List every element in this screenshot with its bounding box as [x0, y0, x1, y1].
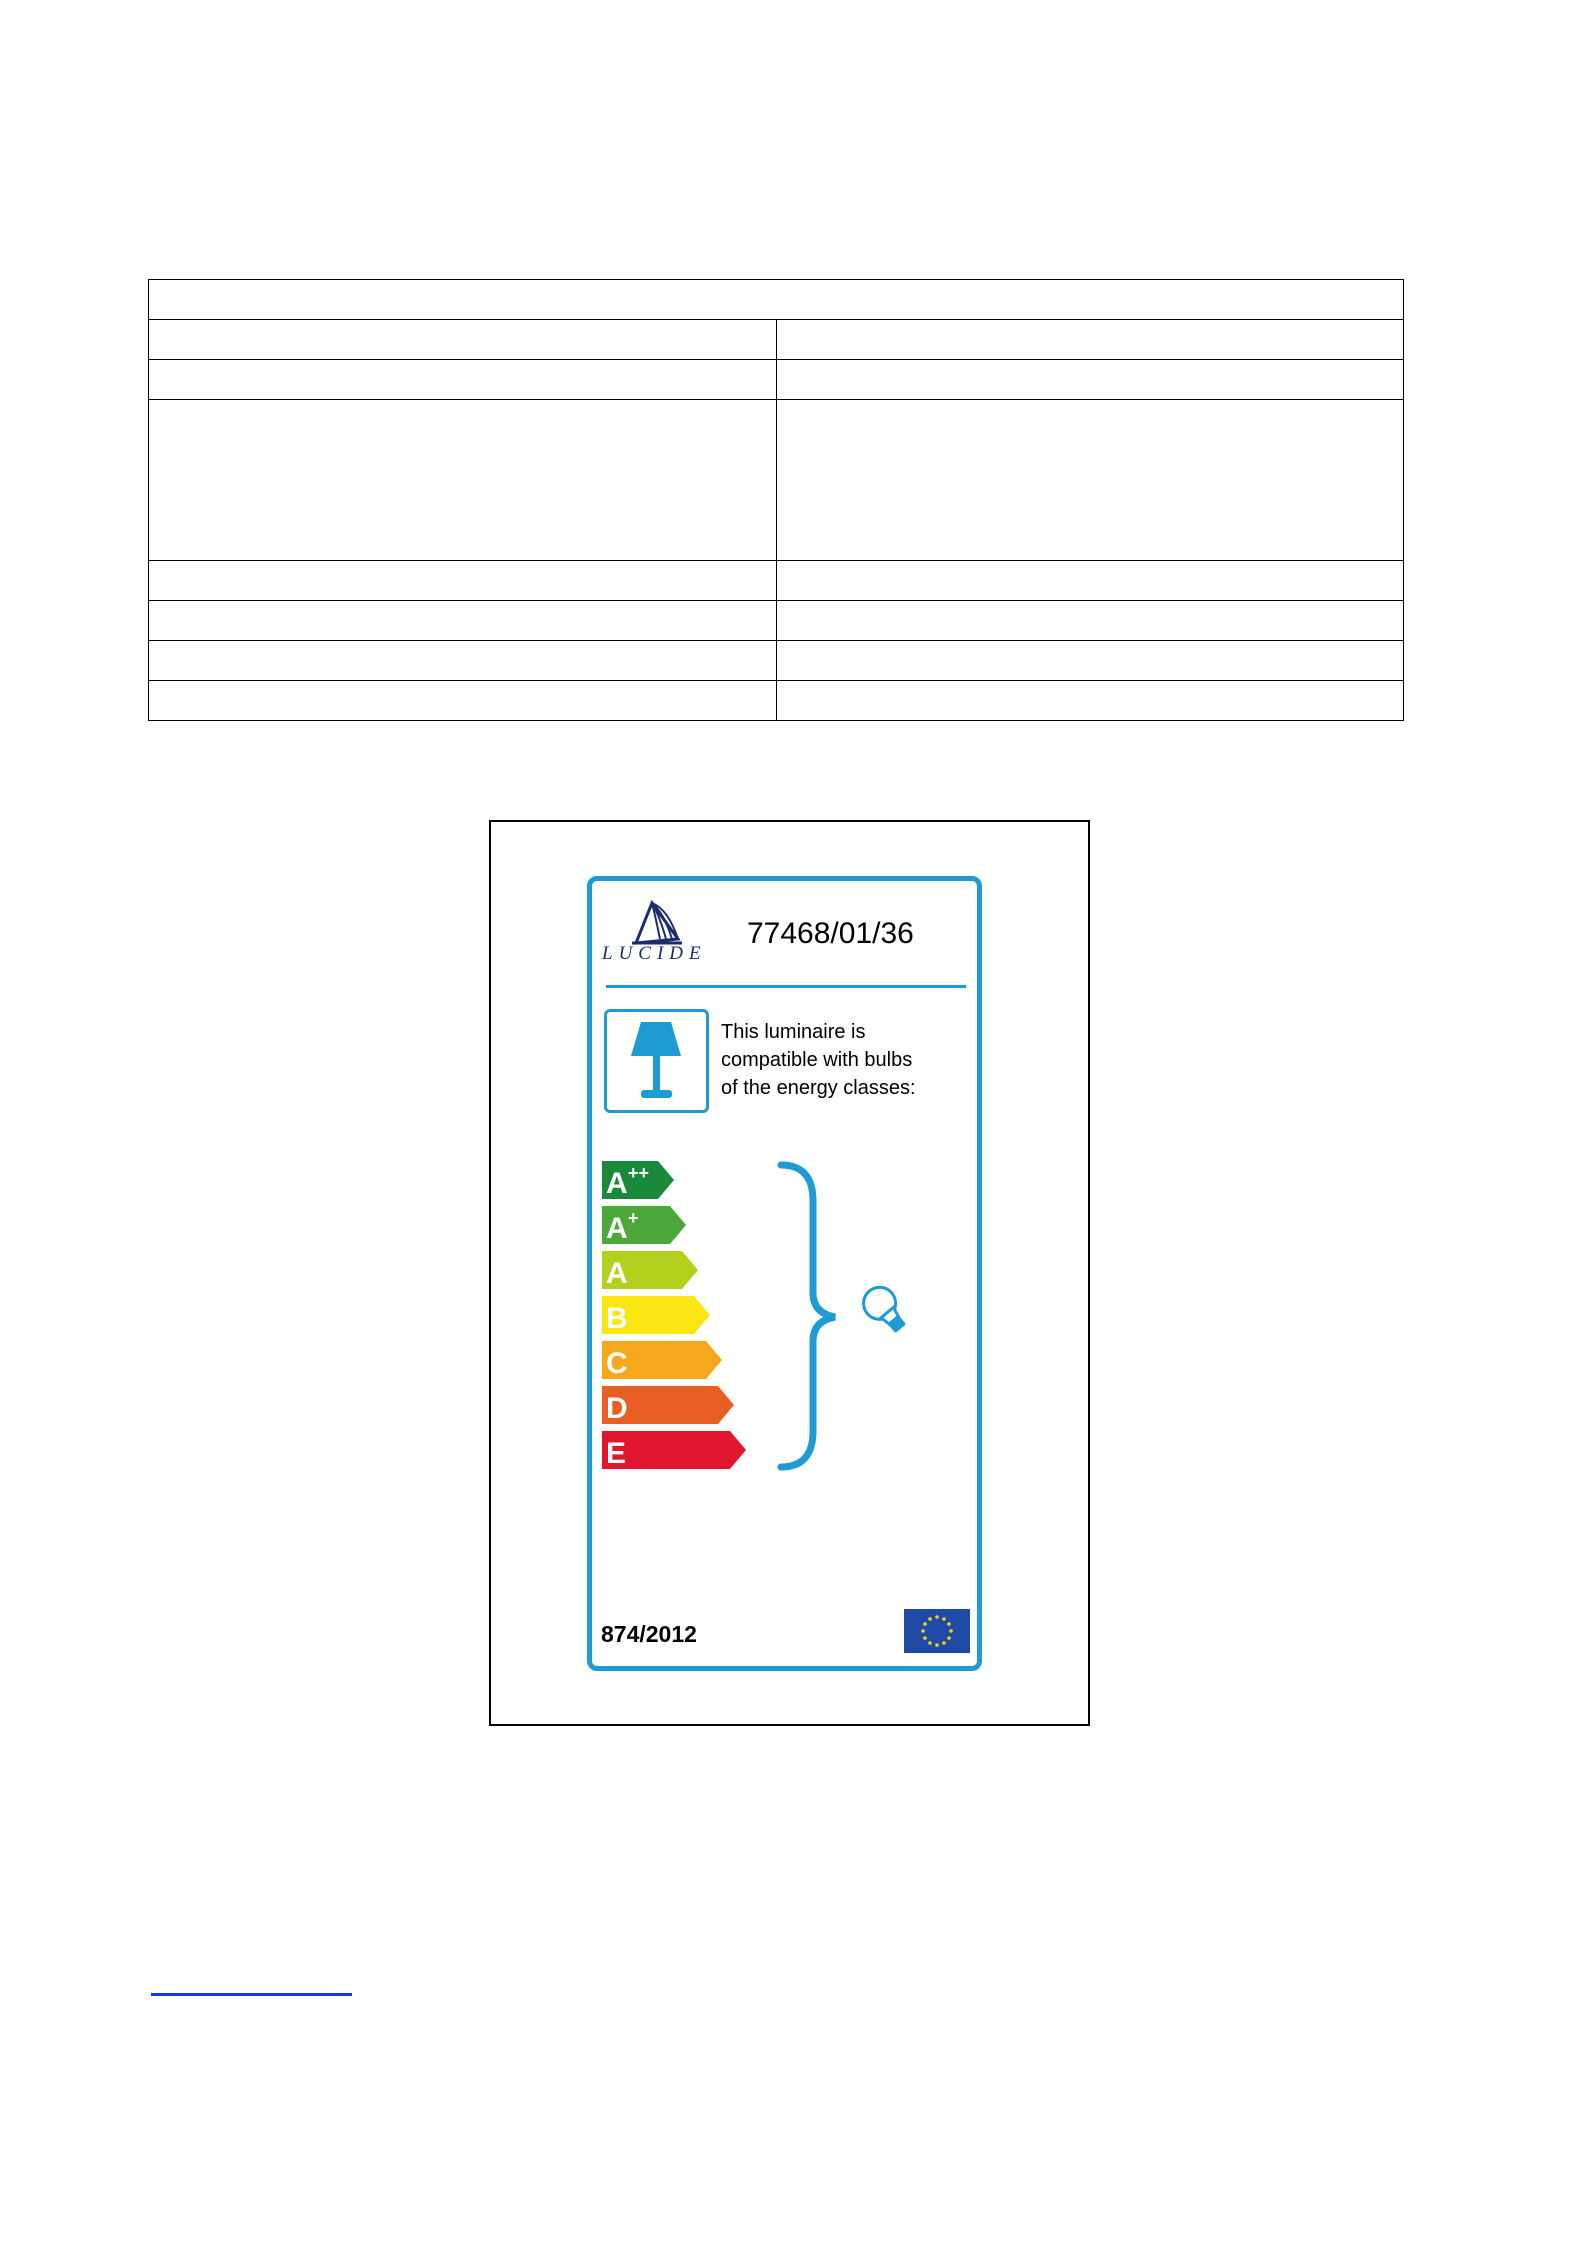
table-cell	[776, 561, 1404, 601]
energy-class-letter: A	[606, 1212, 628, 1245]
table-row	[149, 360, 1404, 400]
model-number: 77468/01/36	[747, 917, 914, 950]
energy-class-letter: A	[606, 1257, 628, 1290]
energy-class-letter: C	[606, 1347, 628, 1380]
table-cell	[776, 601, 1404, 641]
compatibility-text	[721, 1018, 971, 1102]
energy-class-letter: D	[606, 1392, 628, 1425]
energy-class-letter: B	[606, 1302, 628, 1335]
table-cell	[776, 641, 1404, 681]
energy-class-letter: E	[606, 1437, 627, 1470]
brand-name: LUCIDE	[602, 943, 707, 964]
table-cell	[149, 360, 777, 400]
table-cell	[776, 681, 1404, 721]
compatibility-line: This luminaire is	[721, 1021, 866, 1043]
table-row	[149, 601, 1404, 641]
table-row	[149, 561, 1404, 601]
table-row	[149, 280, 1404, 320]
table-row	[149, 641, 1404, 681]
eu-flag-icon	[904, 1609, 970, 1653]
energy-class-sup: ++	[628, 1163, 650, 1183]
lamp-box	[604, 1009, 709, 1113]
table-row	[149, 400, 1404, 561]
table-cell	[149, 320, 777, 360]
energy-label-frame	[489, 820, 1090, 1726]
energy-class-app	[602, 1161, 674, 1200]
compatibility-line: compatible with bulbs	[721, 1049, 913, 1071]
table-cell	[149, 641, 777, 681]
energy-label	[587, 876, 982, 1671]
label-divider	[606, 985, 966, 988]
footer-link-underline[interactable]	[151, 1993, 352, 1996]
energy-class-letter: A	[606, 1167, 628, 1200]
table-cell	[776, 320, 1404, 360]
energy-class-sup: +	[628, 1208, 639, 1228]
table-cell	[149, 400, 777, 561]
table-header-cell	[149, 280, 1404, 320]
compatibility-line: of the energy classes:	[721, 1077, 916, 1099]
spec-table	[148, 279, 1404, 721]
bulb-icon	[854, 1279, 918, 1343]
table-cell	[776, 360, 1404, 400]
table-cell	[149, 681, 777, 721]
energy-class-d	[602, 1386, 734, 1425]
bracket-icon	[777, 1161, 847, 1471]
regulation-number: 874/2012	[601, 1621, 697, 1647]
energy-classes	[602, 1161, 762, 1471]
lucide-logo-icon	[628, 899, 684, 947]
energy-class-ap	[602, 1206, 686, 1245]
table-cell	[149, 561, 777, 601]
table-cell	[149, 601, 777, 641]
table-cell	[776, 400, 1404, 561]
energy-class-c	[602, 1341, 722, 1380]
table-row	[149, 681, 1404, 721]
lamp-icon	[607, 1012, 706, 1110]
table-row	[149, 320, 1404, 360]
energy-class-e	[602, 1431, 746, 1470]
energy-class-b	[602, 1296, 710, 1335]
energy-class-a	[602, 1251, 698, 1290]
